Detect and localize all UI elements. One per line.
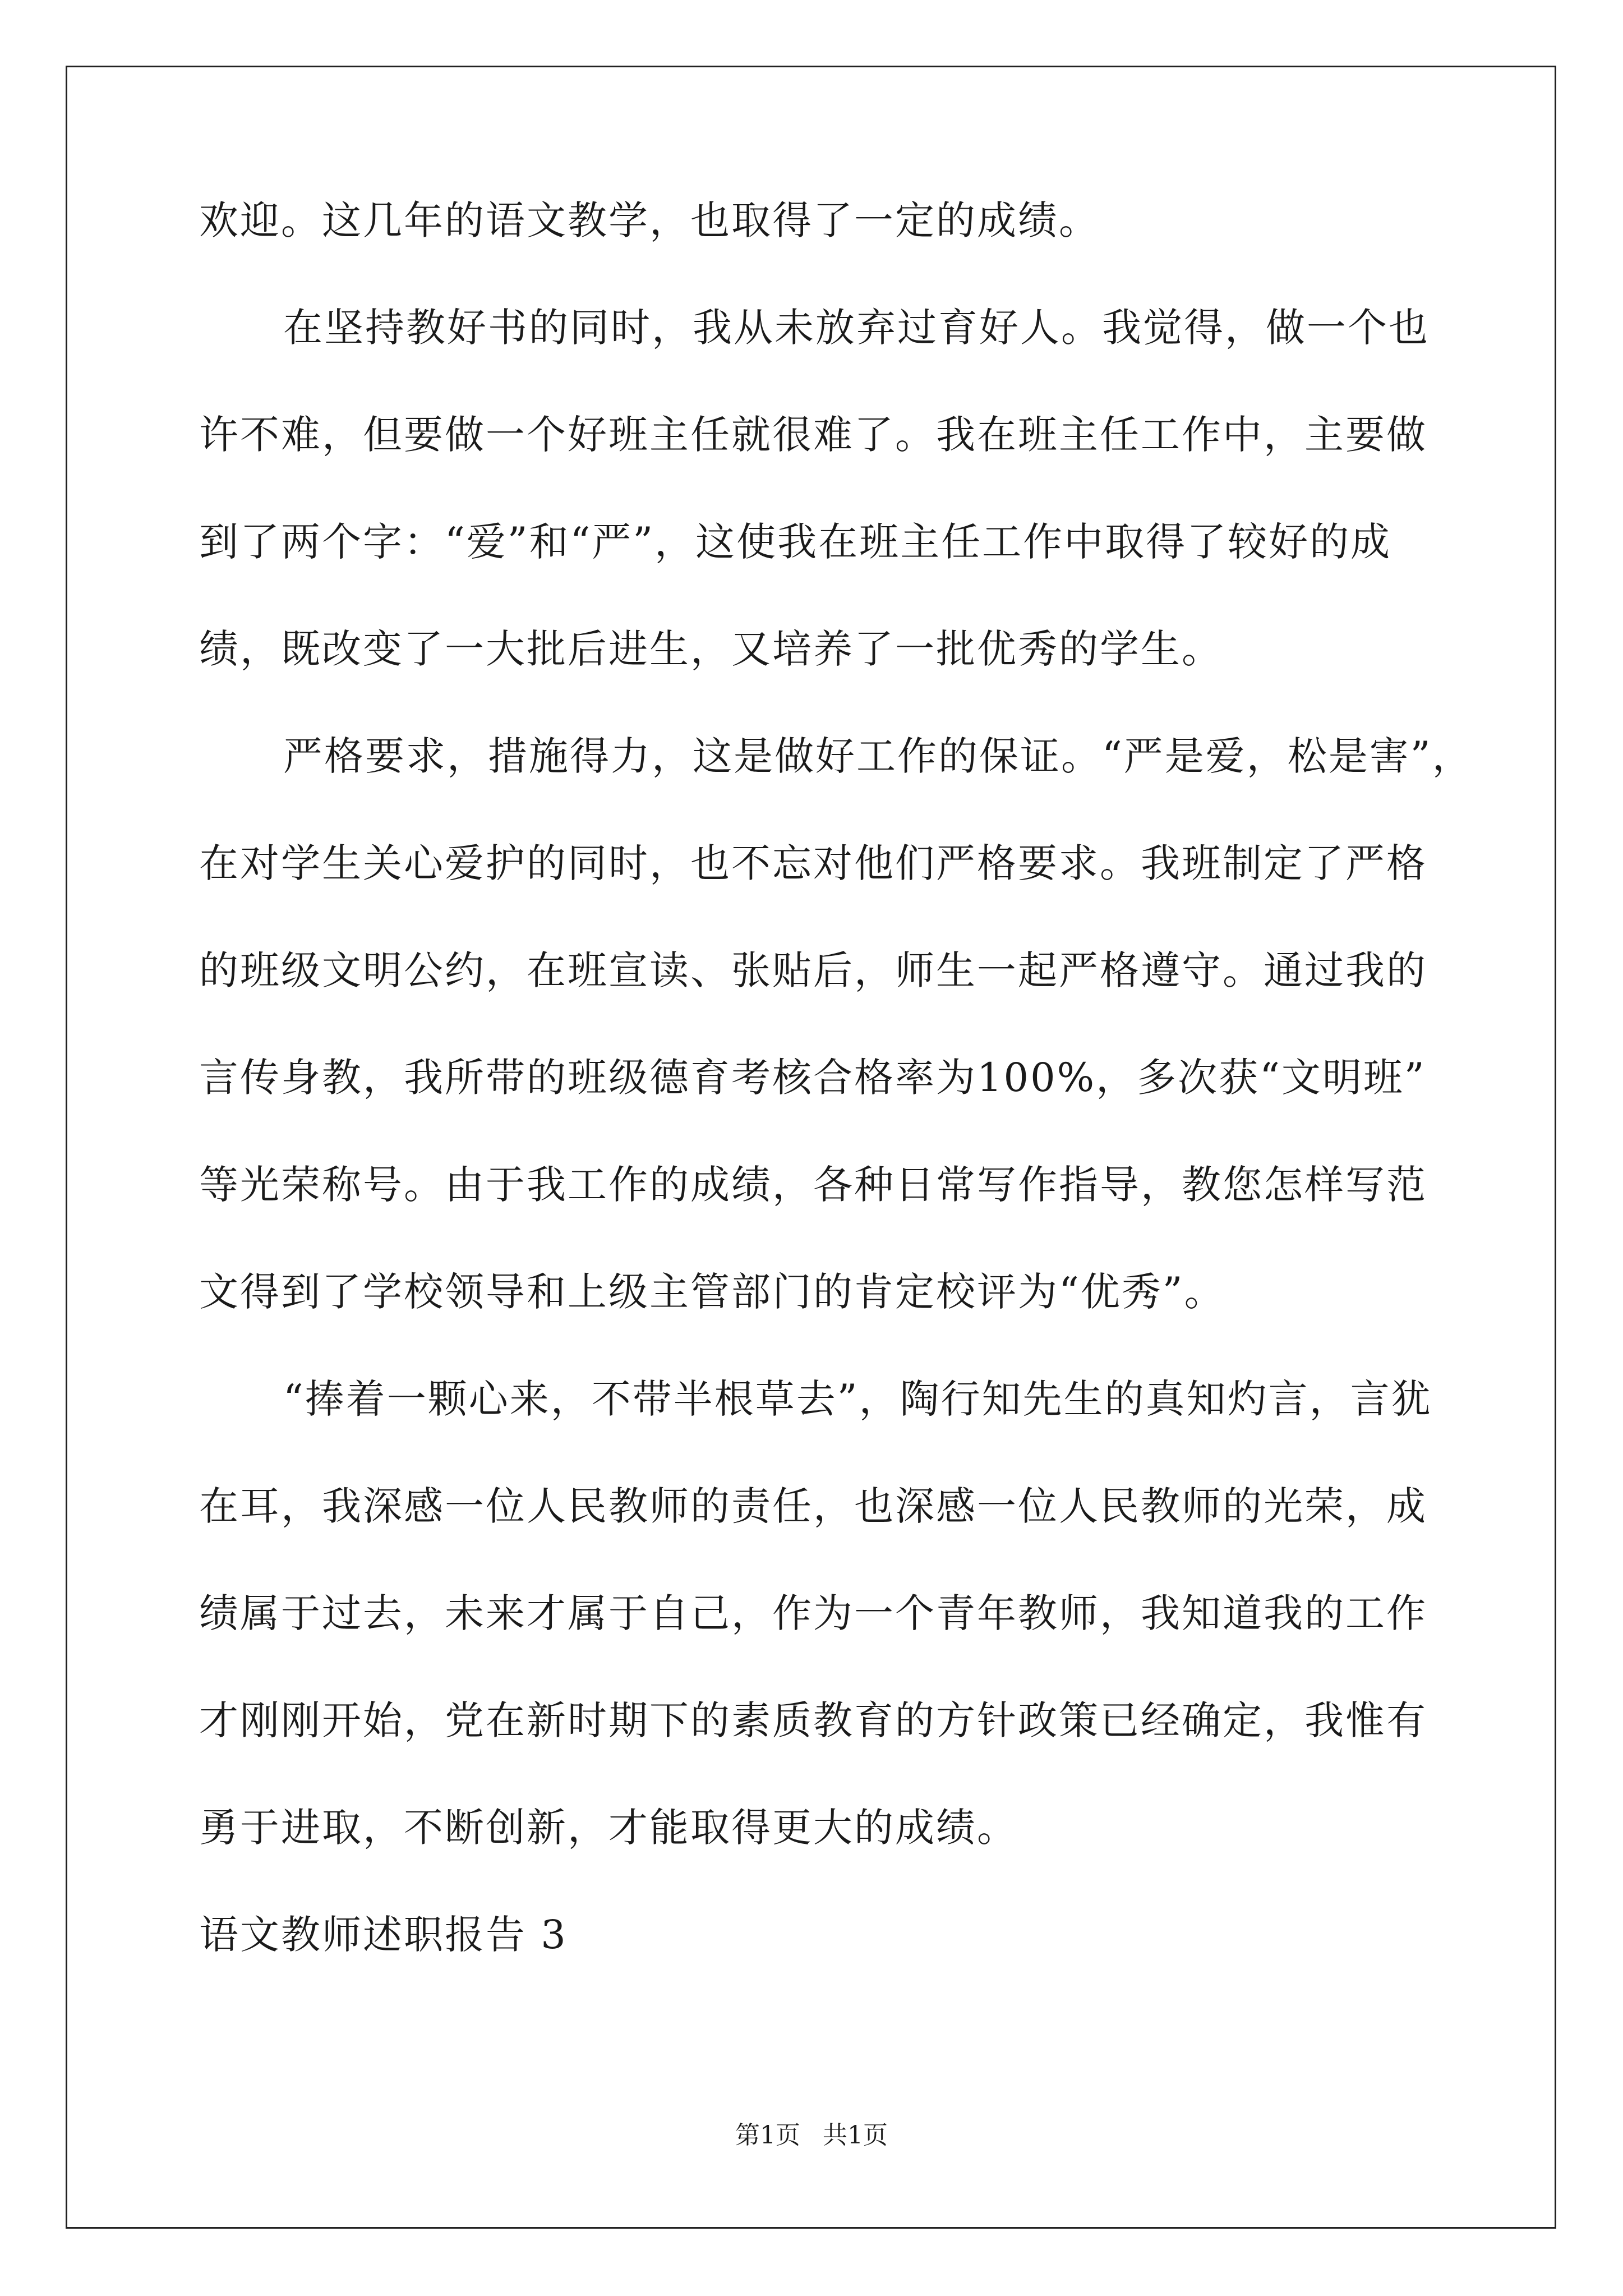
text-line: 绩，既改变了一大批后进生，又培养了一批优秀的学生。: [199, 626, 1223, 672]
document-body: [199, 197, 1473, 2021]
page-footer: [0, 2122, 1623, 2150]
page-number: 第1页: [735, 2121, 800, 2150]
text-line: 严格要求，措施得力，这是做好工作的保证。“严是爱，松是害”，: [283, 733, 1473, 779]
text-line: 在对学生关心爱护的同时，也不忘对他们严格要求。我班制定了严格: [199, 840, 1427, 886]
page-count: 共1页: [823, 2121, 888, 2150]
text-line: “捧着一颗心来，不带半根草去”，陶行知先生的真知灼言，言犹: [283, 1376, 1432, 1422]
text-line: 才刚刚开始，党在新时期下的素质教育的方针政策已经确定，我惟有: [199, 1697, 1427, 1743]
text-line: 文得到了学校领导和上级主管部门的肯定校评为“优秀”。: [199, 1269, 1225, 1315]
text-line: 许不难，但要做一个好班主任就很难了。我在班主任工作中，主要做: [199, 412, 1427, 458]
text-line: 言传身教，我所带的班级德育考核合格率为100%，多次获“文明班”: [199, 1055, 1426, 1101]
text-line: 绩属于过去，未来才属于自己，作为一个青年教师，我知道我的工作: [199, 1590, 1427, 1636]
text-line: 等光荣称号。由于我工作的成绩，各种日常写作指导，教您怎样写范: [199, 1162, 1427, 1208]
text-line: 欢迎。这几年的语文教学，也取得了一定的成绩。: [199, 197, 1100, 243]
text-line: 到了两个字：“爱”和“严”，这使我在班主任工作中取得了较好的成: [199, 519, 1392, 565]
section-heading: 语文教师述职报告 3: [199, 1912, 568, 1958]
text-line: 勇于进取，不断创新，才能取得更大的成绩。: [199, 1805, 1018, 1851]
text-line: 在耳，我深感一位人民教师的责任，也深感一位人民教师的光荣，成: [199, 1483, 1427, 1529]
text-line: 的班级文明公约，在班宣读、张贴后，师生一起严格遵守。通过我的: [199, 947, 1427, 993]
text-line: 在坚持教好书的同时，我从未放弃过育好人。我觉得，做一个也: [283, 305, 1430, 351]
